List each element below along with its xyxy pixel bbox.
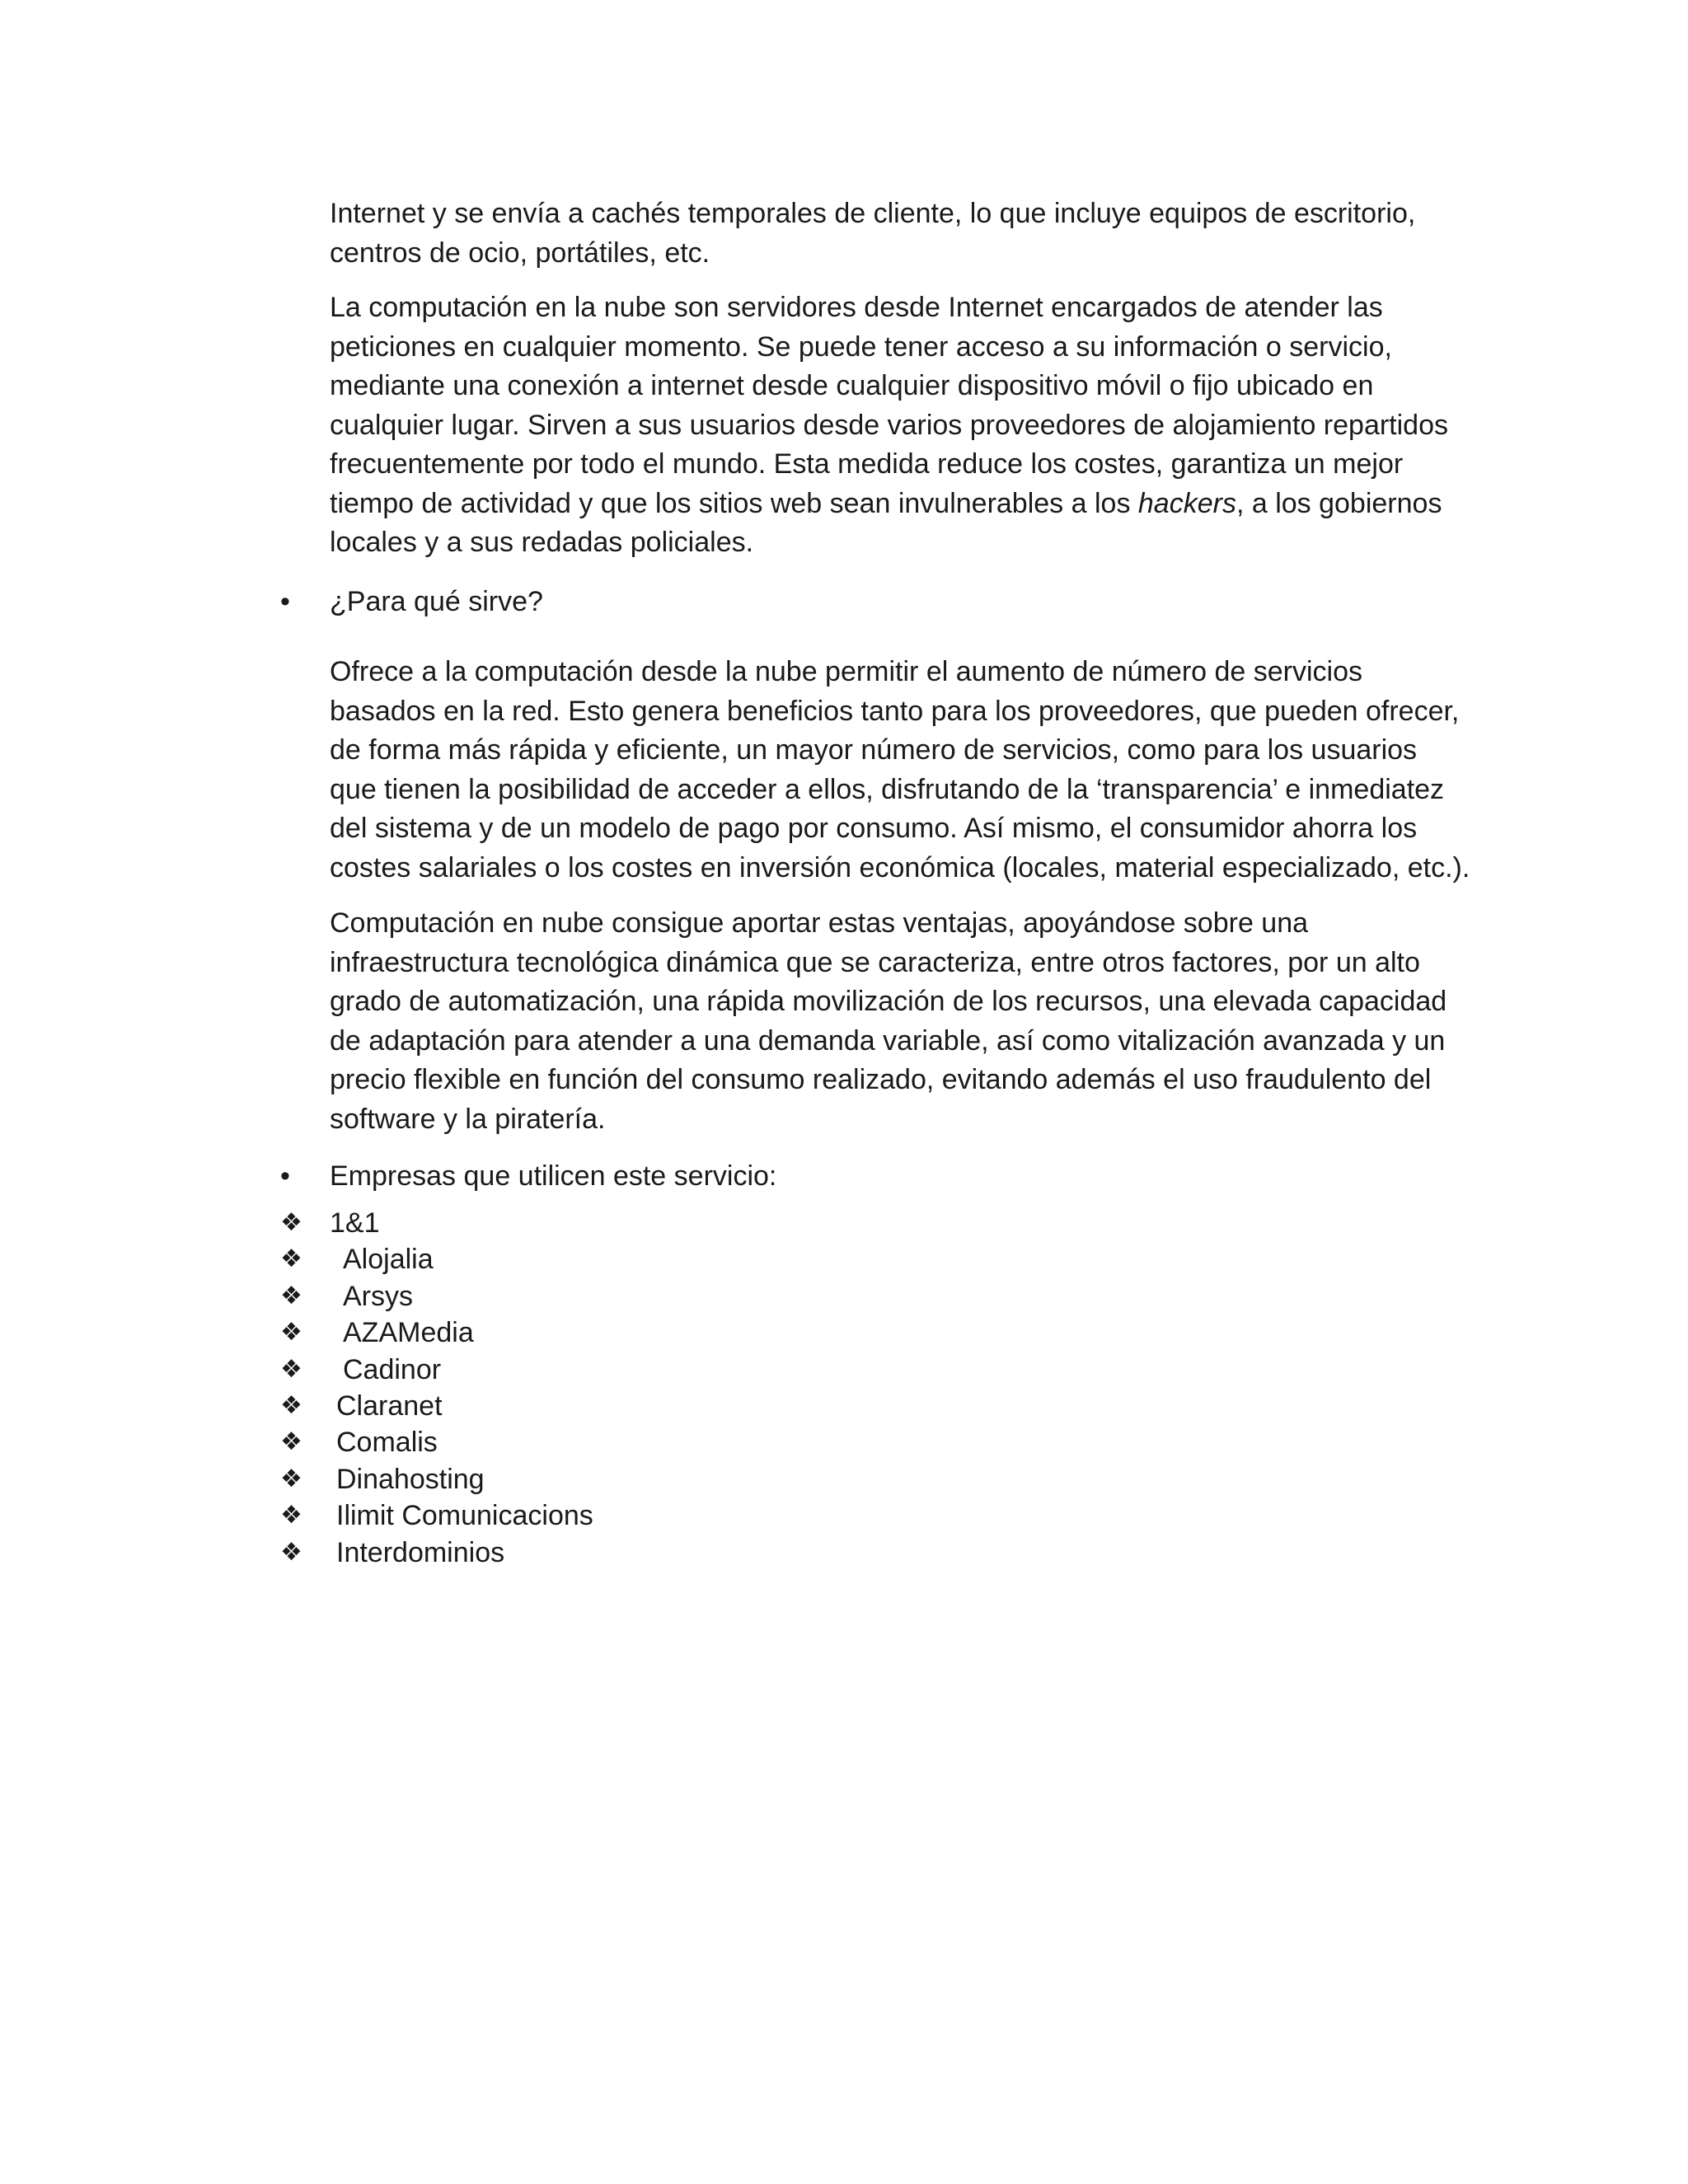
text-run: tiempo de actividad y que los sitios web sean invulnerables a los xyxy=(330,487,1138,519)
diamond-bullet-icon: ❖ xyxy=(280,1465,302,1493)
paragraph-line: locales y a sus redadas policiales. xyxy=(330,527,754,558)
paragraph-line: del sistema y de un modelo de pago por consumo. Así mismo, el consumidor ahorra los xyxy=(330,813,1418,844)
company-name: Comalis xyxy=(336,1427,438,1459)
diamond-bullet-icon: ❖ xyxy=(280,1319,302,1347)
company-name: Alojalia xyxy=(343,1244,434,1276)
italic-term-hackers: hackers xyxy=(1137,487,1236,519)
diamond-bullet-icon: ❖ xyxy=(280,1282,302,1310)
paragraph-line: mediante una conexión a internet desde cualquier dispositivo móvil o fijo ubicado en xyxy=(330,370,1374,401)
paragraph-cdn-intro xyxy=(330,194,1451,273)
diamond-bullet-icon: ❖ xyxy=(280,1428,302,1456)
paragraph-line: de forma más rápida y eficiente, un mayor número de servicios, como para los usuarios xyxy=(330,734,1418,766)
company-name: Claranet xyxy=(336,1390,443,1422)
paragraph-line: costes salariales o los costes en inversión económica (locales, material especializado, etc.). xyxy=(330,851,1470,883)
paragraph-line: peticiones en cualquier momento. Se puede tener acceso a su información o servicio, xyxy=(330,330,1392,363)
paragraph-line: basados en la red. Esto genera beneficios tanto para los proveedores, que pueden ofrecer, xyxy=(330,695,1460,727)
paragraph-line: infraestructura tecnológica dinámica que se caracteriza, entre otros factores, por un alto xyxy=(330,946,1420,978)
bullet-dot-icon: • xyxy=(280,586,290,617)
diamond-bullet-icon: ❖ xyxy=(280,1355,302,1383)
paragraph-line: cualquier lugar. Sirven a sus usuarios desde varios proveedores de alojamiento repartidos xyxy=(330,409,1448,441)
company-name: Arsys xyxy=(343,1280,413,1312)
paragraph-line: frecuentemente por todo el mundo. Esta medida reduce los costes, garantiza un mejor xyxy=(330,448,1404,480)
company-name: 1&1 xyxy=(330,1207,380,1239)
paragraph-line: precio flexible en función del consumo realizado, evitando además el uso fraudulento del xyxy=(330,1064,1432,1095)
paragraph-line: centros de ocio, portátiles, etc. xyxy=(330,237,710,269)
paragraph-line: que tienen la posibilidad de acceder a ellos, disfrutando de la ‘transparencia’ e inmediatez xyxy=(330,773,1445,805)
diamond-bullet-icon: ❖ xyxy=(280,1502,302,1530)
paragraph-line: Internet y se envía a cachés temporales de cliente, lo que incluye equipos de escritorio, xyxy=(330,198,1416,229)
paragraph-line: Ofrece a la computación desde la nube permitir el aumento de número de servicios xyxy=(330,656,1363,687)
bullet-text: Empresas que utilicen este servicio: xyxy=(330,1160,777,1192)
paragraph-line: de adaptación para atender a una demanda variable, así como vitalización avanzada y un xyxy=(330,1024,1446,1057)
paragraph-line: software y la piratería. xyxy=(330,1103,606,1135)
paragraph-cloud-definition xyxy=(330,288,1451,563)
company-name: Interdominios xyxy=(336,1536,505,1568)
diamond-bullet-icon: ❖ xyxy=(280,1245,302,1273)
bullet-text: ¿Para qué sirve? xyxy=(330,586,543,617)
paragraph-line: grado de automatización, una rápida movilización de los recursos, una elevada capacidad xyxy=(330,986,1447,1017)
diamond-bullet-icon: ❖ xyxy=(280,1538,302,1566)
paragraph-benefits xyxy=(330,653,1470,888)
text-run: , a los gobiernos xyxy=(1236,487,1442,519)
paragraph-advantages xyxy=(330,904,1451,1139)
diamond-bullet-icon: ❖ xyxy=(280,1209,302,1236)
company-name: Dinahosting xyxy=(336,1463,485,1495)
bullet-dot-icon: • xyxy=(280,1160,290,1192)
company-name: AZAMedia xyxy=(343,1317,474,1349)
paragraph-line: La computación en la nube son servidores desde Internet encargados de atender las xyxy=(330,292,1383,323)
company-name: Ilimit Comunicacions xyxy=(336,1500,593,1532)
company-name: Cadinor xyxy=(343,1353,442,1385)
paragraph-line-with-italic xyxy=(330,485,1451,524)
paragraph-line: Computación en nube consigue aportar estas ventajas, apoyándose sobre una xyxy=(330,907,1309,939)
diamond-bullet-icon: ❖ xyxy=(280,1391,302,1419)
